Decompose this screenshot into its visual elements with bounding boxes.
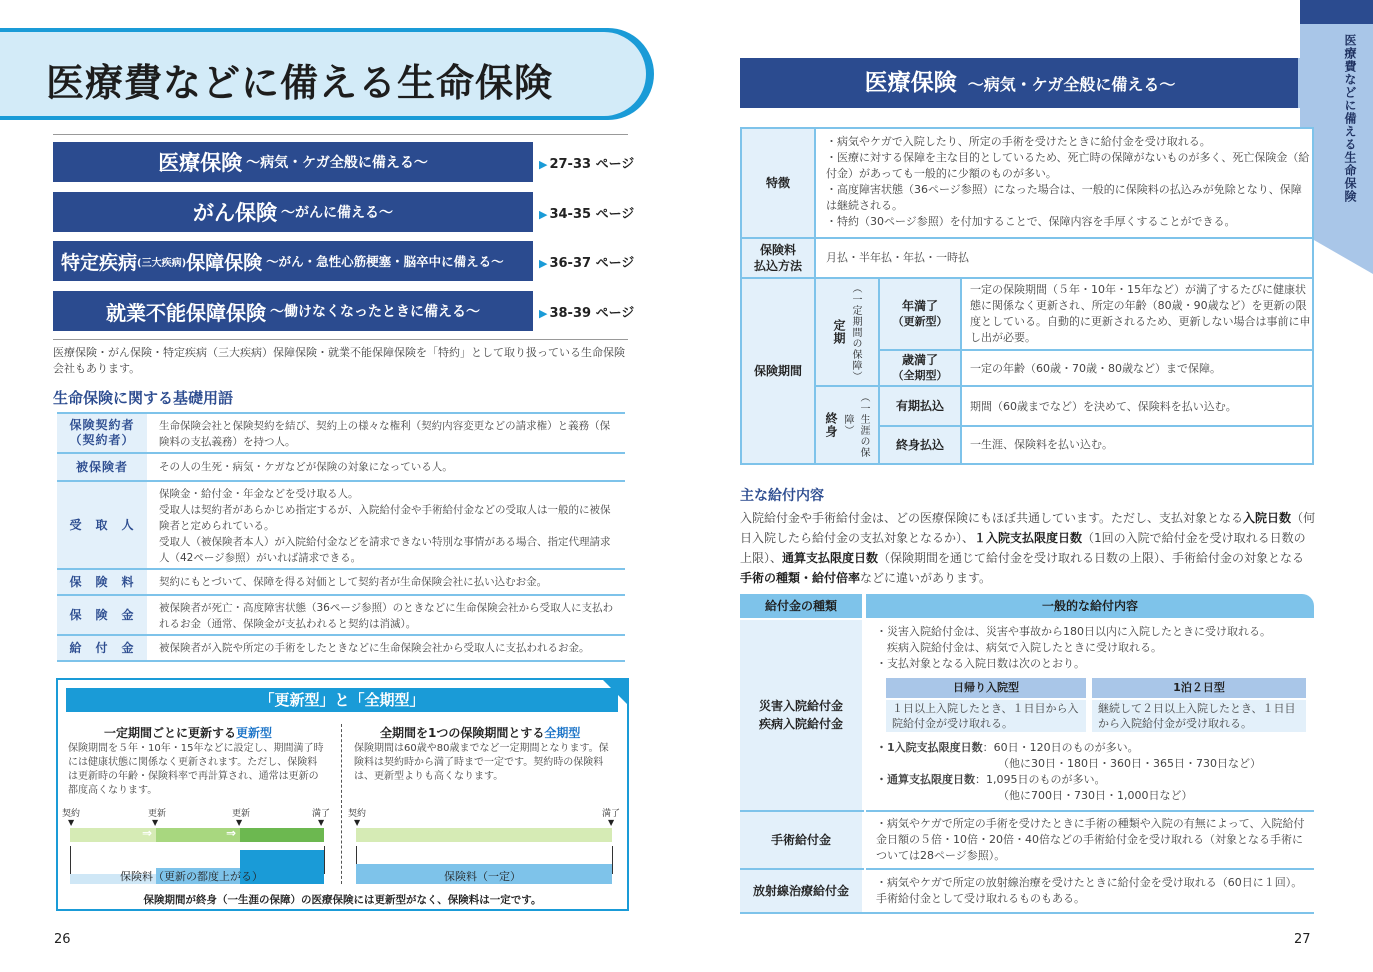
column-header: 一般的な給付内容 bbox=[866, 594, 1314, 618]
benefits-table: 給付金の種類 一般的な給付内容 災害入院給付金 疾病入院給付金 ・災害入院給付金は、災害や事故から180日以内に入院したときに受け取れる。 疾病入院給付金は、病気で入院したときに受け取れる。 ・支払対象となる入院日数は次のとおり。 日帰り入院型 1泊２日型 １日以上入院したとき、１日目から入院給付金が受け取れる。 継続して２日以上入院したとき、１日目から入院給付金が受け取れる。 ・1入院支払限度日数：60日・120日のものが多い。 （他に30日・180日・360日・365日・730日など） ・通算支払限度日数：1,095日のものが多い。 （他に700日・730日・1,000日など） 手術給付金 ・病気やケガで所定の手術を受けたときに手術の種類や入院の有無によって、入院給付金日額の５倍・10倍・20倍・40倍などの手術給付金を受け取れる（対象となる手術については28ページ参照）。 放射線治療給付金 ・病気やケガで所定の放射線治療を受けたときに給付金を受け取れる（60日に１回）。手術給付金として受け取れるものもある。 bbox=[740, 594, 1314, 914]
table-row: 受 取 人 保険金・給付金・年金などを受け取る人。 受取人は契約者があらかじめ指定するが、入院給付金や手術給付金などの受取人は一般的に被保険者と定められている。 受取人（被保険者本人）が入院給付金などを請求できない特別な事情がある場合、指定代理請求人（42ページ参照）がいれば請求できる。 bbox=[57, 482, 625, 570]
nav-item-cancer[interactable]: がん保険 ～がんに備える～ ▶ 34-35 ページ bbox=[53, 192, 628, 232]
page-title: 医療費などに備える生命保険 bbox=[46, 61, 554, 105]
box-title: 「更新型」と「全期型」 bbox=[66, 688, 618, 712]
divider bbox=[53, 339, 628, 340]
triangle-down-icon: ▼ bbox=[152, 818, 159, 827]
rider-note: 医療保険・がん保険・特定疾病（三大疾病）保障保険・就業不能保障保険を「特約」として取り扱っている生命保険会社もあります。 bbox=[53, 346, 625, 375]
glossary-table bbox=[57, 412, 625, 662]
table-row: 保 険 料 契約にもとづいて、保障を得る対価として契約者が生命保険会社に払い込むお金。 bbox=[57, 570, 625, 596]
triangle-down-icon: ▼ bbox=[68, 818, 75, 827]
nav-item-disability[interactable]: 就業不能保障保険 ～働けなくなったときに備える～ ▶ 38-39 ページ bbox=[53, 291, 628, 331]
benefits-paragraph: 入院給付金や手術給付金は、どの医療保険にもほぼ共通しています。ただし、支払対象となる入院日数（何日入院したら給付金の支払対象となるか）、１入院支払限度日数（1回の入院で給付金を受け取れる日数の上限）、通算支払限度日数（保険期間を通じて給付金を受け取れる日数の上限）、手術給付金の対象となる手術の種類・給付倍率などに違いがあります。 bbox=[740, 511, 1316, 585]
payment-methods: 月払・半年払・年払・一時払 bbox=[826, 251, 969, 264]
section-title-banner bbox=[740, 58, 1300, 108]
fullterm-heading: 全期間を1つの保険期間とする全期型 bbox=[380, 726, 581, 740]
right-page bbox=[686, 0, 1373, 972]
column-header: 給付金の種類 bbox=[740, 594, 862, 618]
renewal-premium-label: 保険料（更新の都度上がる） bbox=[120, 870, 263, 883]
glossary-heading: 生命保険に関する基礎用語 bbox=[53, 389, 234, 407]
renewal-vs-fullterm-box: 「更新型」と「全期型」 一定期間ごとに更新する更新型 保険期間を５年・10年・15年などに設定し、期間満了時には健康状態に関係なく更新されます。ただし、保険料は更新時の年齢・保険料率で再計算され、通常は更新の都度高くなります。 全期間を1つの保険期間とする全期型 保険期間は60歳や80歳までなど一定期間となります。保険料は契約時から満了時まで一定です。契約時の保険料は、更新型よりも高くなります。 契約 ▼ 更新 ▼ 更新 ▼ 満了 ▼ ⇒ ⇒ 保険料（更新の都度上がる） 契約 ▼ 満了 ▼ 保険料（一定） 保険期間が終身（一生涯の保障）の医療保険には更新型がなく、保険料は一定です。 bbox=[56, 678, 629, 911]
triangle-right-icon: ▶ bbox=[539, 307, 548, 320]
renewal-heading: 一定期間ごとに更新する更新型 bbox=[104, 726, 273, 740]
triangle-right-icon: ▶ bbox=[539, 257, 548, 270]
table-row: 被保険者 その人の生死・病気・ケガなどが保険の対象になっている人。 bbox=[57, 454, 625, 482]
arrow-right-icon: ⇒ bbox=[226, 826, 237, 840]
title-banner bbox=[0, 28, 654, 120]
side-tab-label: 医療費などに備える生命保険 bbox=[1343, 34, 1357, 203]
box-footer-note: 保険期間が終身（一生涯の保障）の医療保険には更新型がなく、保険料は一定です。 bbox=[143, 894, 542, 906]
triangle-down-icon: ▼ bbox=[608, 818, 615, 827]
benefits-heading: 主な給付内容 bbox=[740, 488, 824, 504]
section-title: 医療保険 bbox=[864, 70, 957, 96]
nav-item-medical[interactable]: 医療保険 ～病気・ケガ全般に備える～ ▶ 27-33 ページ bbox=[53, 142, 628, 182]
overnight-type-header: 1泊２日型 bbox=[1092, 678, 1306, 698]
triangle-down-icon: ▼ bbox=[354, 818, 361, 827]
triangle-right-icon: ▶ bbox=[539, 158, 548, 171]
table-row: 保険契約者 （契約者） 生命保険会社と保険契約を結び、契約上の様々な権利（契約内容変更などの請求権）と義務（保険料の支払義務）を持つ人。 bbox=[57, 414, 625, 454]
triangle-down-icon: ▼ bbox=[236, 818, 243, 827]
divider bbox=[53, 134, 628, 135]
triangle-down-icon: ▼ bbox=[318, 818, 325, 827]
fullterm-premium-label: 保険料（一定） bbox=[444, 870, 521, 883]
page-number: 26 bbox=[54, 932, 71, 947]
section-subtitle: ～病気・ケガ全般に備える～ bbox=[967, 75, 1176, 94]
left-page bbox=[0, 0, 686, 972]
page-number: 27 bbox=[1294, 932, 1311, 947]
overview-table: 特徴 ・病気やケガで入院したり、所定の手術を受けたときに給付金を受け取れる。 ・医療に対する保障を主な目的としているため、死亡時の保障がないものが多く、死亡保険金（給付金）があっても一般的に少額のものが多い。 ・高度障害状態（36ページ参照）になった場合は、一般的に保険料の払込みが免除となり、保障は継続される。 ・特約（30ページ参照）を付加することで、保障内容を手厚くすることができる。 保険料 払込方法 月払・半年払・年払・一時払 保険期間 定期 （一定期間の保障） 終身 （一生涯の保障） 年満了 （更新型） 一定の保険期間（５年・10年・15年など）が満了するたびに健康状態に関係なく更新され、所定の年齢（80歳・90歳など）を更新の限度としている。自動的に更新されるため、更新しない場合は事前に申し出が必要。 歳満了 （全期型） 一定の年齢（60歳・70歳・80歳など）まで保障。 有期払込 期間（60歳までなど）を決めて、保険料を払い込む。 終身払込 一生涯、保険料を払い込む。 bbox=[740, 127, 1314, 465]
fullterm-text: 保険期間は60歳や80歳までなど一定期間となります。保険料は契約時から満了時まで一定です。契約時の保険料は、更新型よりも高くなります。 bbox=[354, 743, 609, 782]
table-row: 給 付 金 被保険者が入院や所定の手術をしたときなどに生命保険会社から受取人に支払われるお金。 bbox=[57, 636, 625, 662]
renewal-text: 保険期間を５年・10年・15年などに設定し、期間満了時には健康状態に関係なく更新されます。ただし、保険料は更新時の年齢・保険料率で再計算され、通常は更新の都度高くなります。 bbox=[68, 743, 324, 796]
nav-item-specified-disease[interactable]: 特定疾病 (三大疾病) 保障保険 ～がん・急性心筋梗塞・脳卒中に備える～ ▶ 36-37 ページ bbox=[53, 241, 628, 281]
arrow-right-icon: ⇒ bbox=[142, 826, 153, 840]
feature-list: ・病気やケガで入院したり、所定の手術を受けたときに給付金を受け取れる。 ・医療に対する保障を主な目的としているため、死亡時の保障がないものが多く、死亡保険金（給付金）があっても一般的に少額のものが多い。 ・高度障害状態（36ページ参照）になった場合は、一般的に保険料の払込みが免除となり、保障は継続される。 ・特約（30ページ参照）を付加することで、保障内容を手厚くすることができる。 bbox=[826, 135, 1310, 228]
table-row: 保 険 金 被保険者が死亡・高度障害状態（36ページ参照）のときなどに生命保険会社から受取人に支払われるお金（通常、保険金が支払われると契約は消滅）。 bbox=[57, 596, 625, 636]
triangle-right-icon: ▶ bbox=[539, 208, 548, 221]
day-trip-type-header: 日帰り入院型 bbox=[886, 678, 1086, 698]
